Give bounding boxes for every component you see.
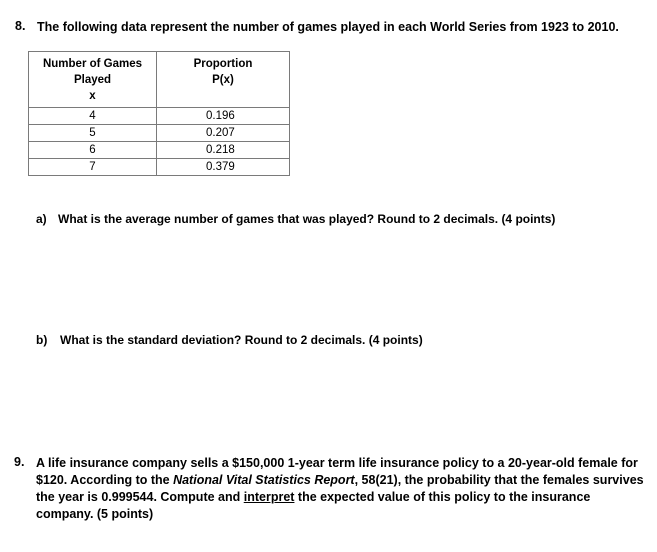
p-cell: 0.218 bbox=[157, 142, 290, 159]
x-cell: 6 bbox=[29, 142, 157, 159]
interpret-word: interpret bbox=[243, 490, 295, 504]
part-a-label: a) bbox=[36, 212, 47, 226]
x-cell: 4 bbox=[29, 108, 157, 125]
question-8-number: 8. bbox=[15, 19, 26, 33]
p-cell: 0.196 bbox=[157, 108, 290, 125]
table-row bbox=[29, 142, 290, 159]
table-row bbox=[29, 108, 290, 125]
proportion-header: Proportion P(x) bbox=[157, 52, 290, 108]
p-cell: 0.379 bbox=[157, 159, 290, 176]
table-row bbox=[29, 125, 290, 142]
x-cell: 7 bbox=[29, 159, 157, 176]
question-9-text: A life insurance company sells a $150,000 1-year term life insurance policy to a 20-year-old female for $120. According to the National Vital Statistics Report, 58(21), the probability that the females survives the year is 0.999544. Compute and interpret the expected value of this policy to the insurance company. (5 points) bbox=[36, 456, 644, 521]
report-title: National Vital Statistics Report bbox=[173, 473, 355, 487]
part-a-text: What is the average number of games that was played? Round to 2 decimals. (4 points) bbox=[58, 212, 556, 226]
p-cell: 0.207 bbox=[157, 125, 290, 142]
part-b-label: b) bbox=[36, 333, 48, 347]
games-played-header: Number of Games Played x bbox=[29, 52, 157, 108]
question-8-text: The following data represent the number of games played in each World Series from 1923 to 2010. bbox=[37, 20, 619, 34]
games-proportion-table bbox=[28, 51, 290, 176]
question-9-number: 9. bbox=[14, 455, 25, 469]
table-header-row bbox=[29, 52, 290, 108]
table-row bbox=[29, 159, 290, 176]
part-b-text: What is the standard deviation? Round to 2 decimals. (4 points) bbox=[60, 333, 423, 347]
x-cell: 5 bbox=[29, 125, 157, 142]
